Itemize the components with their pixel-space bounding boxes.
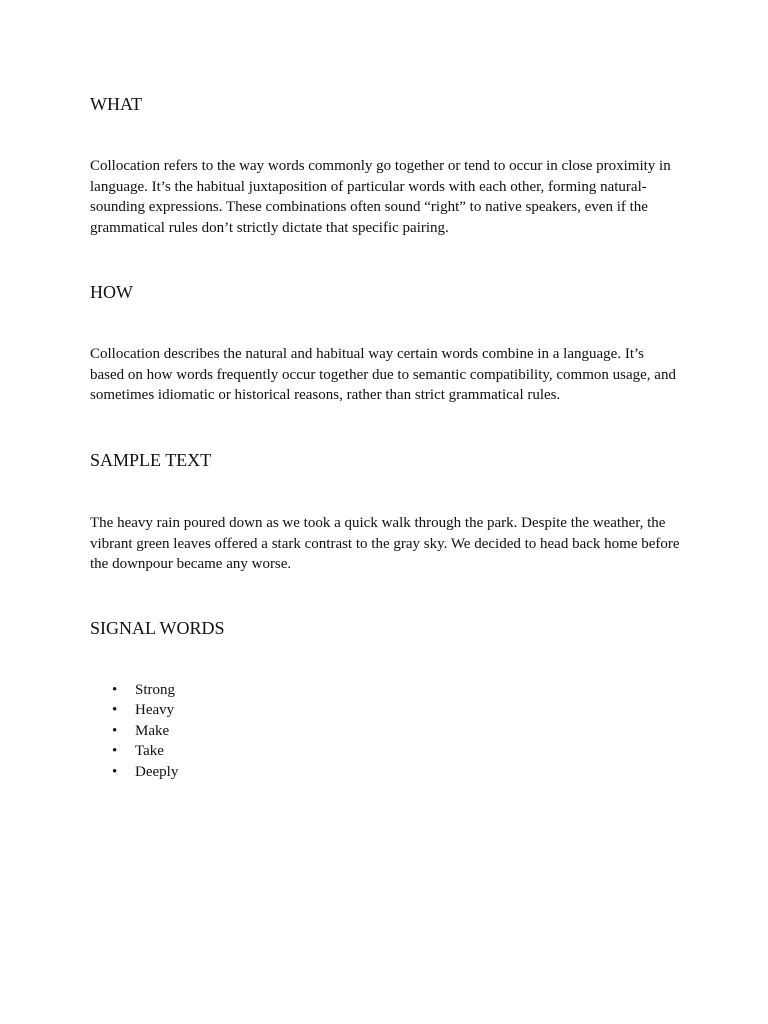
heading-sample-text: SAMPLE TEXT [90,450,212,470]
paragraph-what: Collocation refers to the way words commonly go together or tend to occur in close proximity in language. It’s the habitual juxtaposition of particular words with each other, forming natural-sounding expressions. These combinations often sound “right” to native speakers, even if the grammatical rules don’t strictly dictate that specific pairing. [90,158,671,237]
heading-what: WHAT [90,94,142,114]
paragraph-how: Collocation describes the natural and habitual way certain words combine in a language. It’s based on how words frequently occur together due to semantic compatibility, common usage, and sometimes idiomatic or historical reasons, rather than strict grammatical rules. [90,346,676,404]
heading-how: HOW [90,282,133,302]
bullet-icon: • [112,743,118,760]
signal-words-list [90,680,178,782]
list-item [90,700,178,720]
paragraph-sample-text: The heavy rain poured down as we took a quick walk through the park. Despite the weather, the vibrant green leaves offered a stark contrast to the gray sky. We decided to head back home before the downpour became any worse. [90,515,680,573]
list-item [90,762,178,782]
list-item-label: Strong [135,682,176,698]
list-item [90,741,178,761]
heading-signal-words: SIGNAL WORDS [90,618,225,638]
list-item-label: Take [135,743,164,760]
bullet-icon: • [112,702,118,719]
bullet-icon: • [112,682,118,698]
list-item [90,680,178,700]
list-item-label: Make [135,722,170,739]
bullet-icon: • [112,763,118,780]
bullet-icon: • [112,722,118,739]
list-item-label: Deeply [135,763,179,780]
list-item-label: Heavy [135,702,175,719]
list-item [90,721,178,741]
